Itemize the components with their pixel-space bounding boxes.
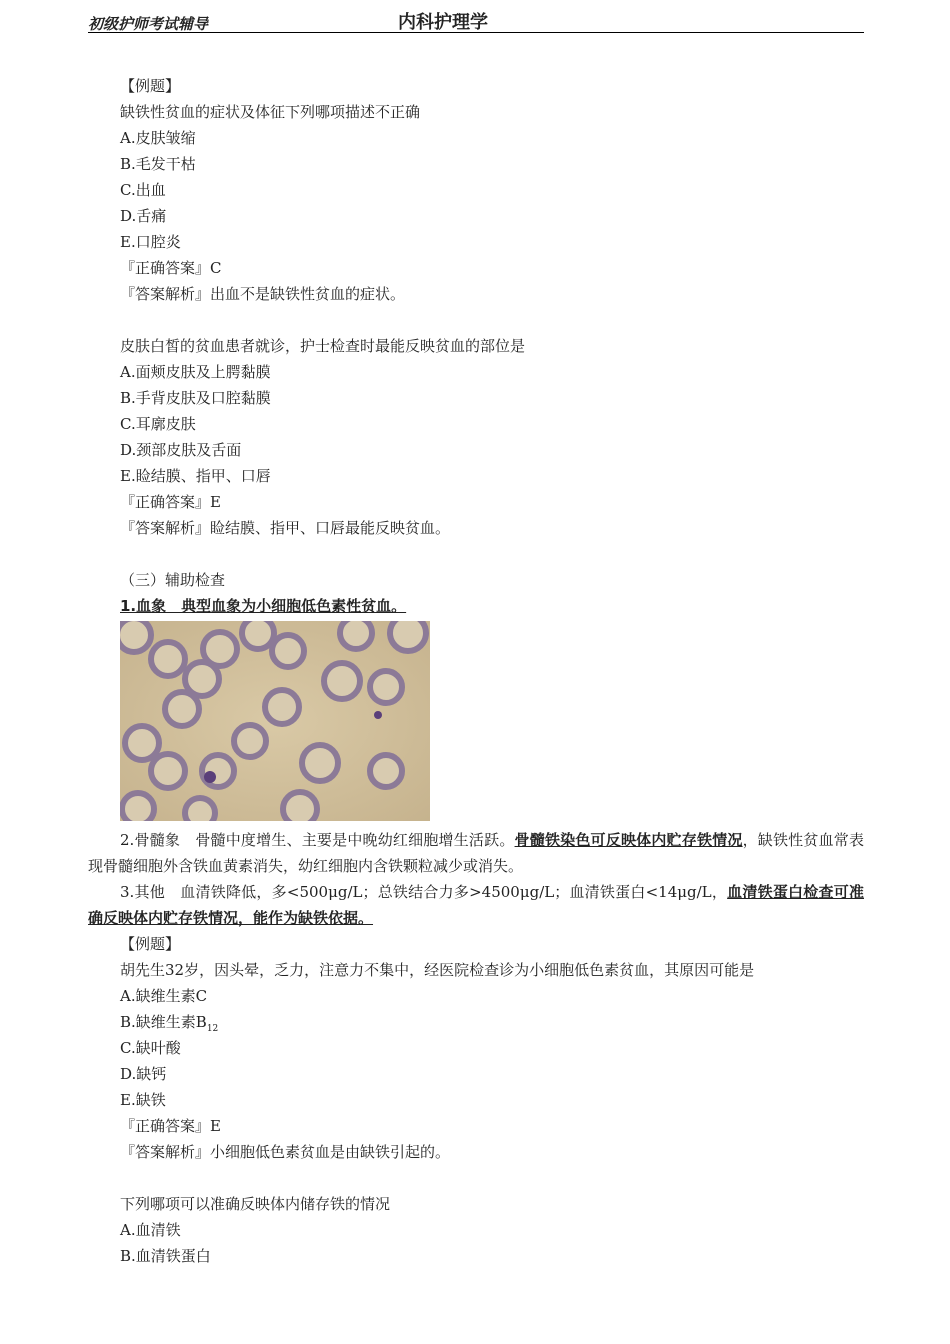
- option: C.出血: [120, 181, 166, 199]
- other-tests-highlight: 血清铁蛋白检查可准确反映体内贮存铁情况，能作为缺铁依据。: [88, 883, 864, 927]
- question-stem: 皮肤白皙的贫血患者就诊，护士检查时最能反映贫血的部位是: [120, 337, 526, 355]
- blood-picture-text: 1.血象 典型血象为小细胞低色素性贫血。: [120, 597, 407, 615]
- option: D.颈部皮肤及舌面: [120, 441, 242, 459]
- other-tests-paragraph: [88, 879, 864, 931]
- header-left-title: 初级护师考试辅导: [88, 15, 209, 33]
- option: A.面颊皮肤及上腭黏膜: [120, 363, 271, 381]
- question-stem: 缺铁性贫血的症状及体征下列哪项描述不正确: [120, 103, 421, 121]
- correct-answer: 『正确答案』E: [120, 1117, 221, 1135]
- option: B.手背皮肤及口腔黏膜: [120, 389, 271, 407]
- option: D.舌痛: [120, 207, 167, 225]
- page-header: [88, 8, 864, 33]
- blood-picture-heading: [88, 593, 864, 619]
- answer-explanation: 『答案解析』出血不是缺铁性贫血的症状。: [120, 285, 406, 303]
- answer-explanation: 『答案解析』小细胞低色素贫血是由缺铁引起的。: [120, 1143, 451, 1161]
- question-stem: 胡先生32岁，因头晕，乏力，注意力不集中，经医院检查诊为小细胞低色素贫血，其原因可能是: [120, 961, 755, 979]
- example-tag: 【例题】: [120, 77, 181, 95]
- option: E.口腔炎: [120, 233, 181, 251]
- example-tag: 【例题】: [120, 935, 181, 953]
- option: C.耳廓皮肤: [120, 415, 196, 433]
- correct-answer: 『正确答案』C: [120, 259, 222, 277]
- blood-smear-image: [120, 621, 430, 821]
- option: E.缺铁: [120, 1091, 166, 1109]
- bone-marrow-rest: ，缺铁性贫血常表现骨髓细胞外含铁血黄素消失，幼红细胞内含铁颗粒减少或消失。: [88, 831, 864, 875]
- option: A.皮肤皱缩: [120, 129, 196, 147]
- option: E.睑结膜、指甲、口唇: [120, 467, 271, 485]
- bone-marrow-highlight: 骨髓铁染色可反映体内贮存铁情况: [514, 831, 743, 849]
- bone-marrow-paragraph: [88, 827, 864, 879]
- option: A.血清铁: [120, 1221, 181, 1239]
- option: B.毛发干枯: [120, 155, 196, 173]
- answer-explanation: 『答案解析』睑结膜、指甲、口唇最能反映贫血。: [120, 519, 451, 537]
- option: D.缺钙: [120, 1065, 167, 1083]
- correct-answer: 『正确答案』E: [120, 493, 221, 511]
- option-text: B.缺维生素B: [120, 1013, 207, 1031]
- option-subscript: 12: [206, 1024, 219, 1034]
- other-tests-text: 3.其他 血清铁降低，多<500μg/L；总铁结合力多>4500μg/L；血清铁蛋白<14μg/L，: [120, 883, 728, 901]
- header-center-title: 内科护理学: [398, 12, 488, 33]
- document-body: [88, 73, 864, 1269]
- question-stem: 下列哪项可以准确反映体内储存铁的情况: [120, 1195, 391, 1213]
- section-title: （三）辅助检查: [120, 571, 226, 589]
- option: B.血清铁蛋白: [120, 1247, 211, 1265]
- option: [88, 1009, 864, 1035]
- option: A.缺维生素C: [120, 987, 208, 1005]
- option: C.缺叶酸: [120, 1039, 181, 1057]
- bone-marrow-text: 2.骨髓象 骨髓中度增生、主要是中晚幼红细胞增生活跃。: [120, 831, 515, 849]
